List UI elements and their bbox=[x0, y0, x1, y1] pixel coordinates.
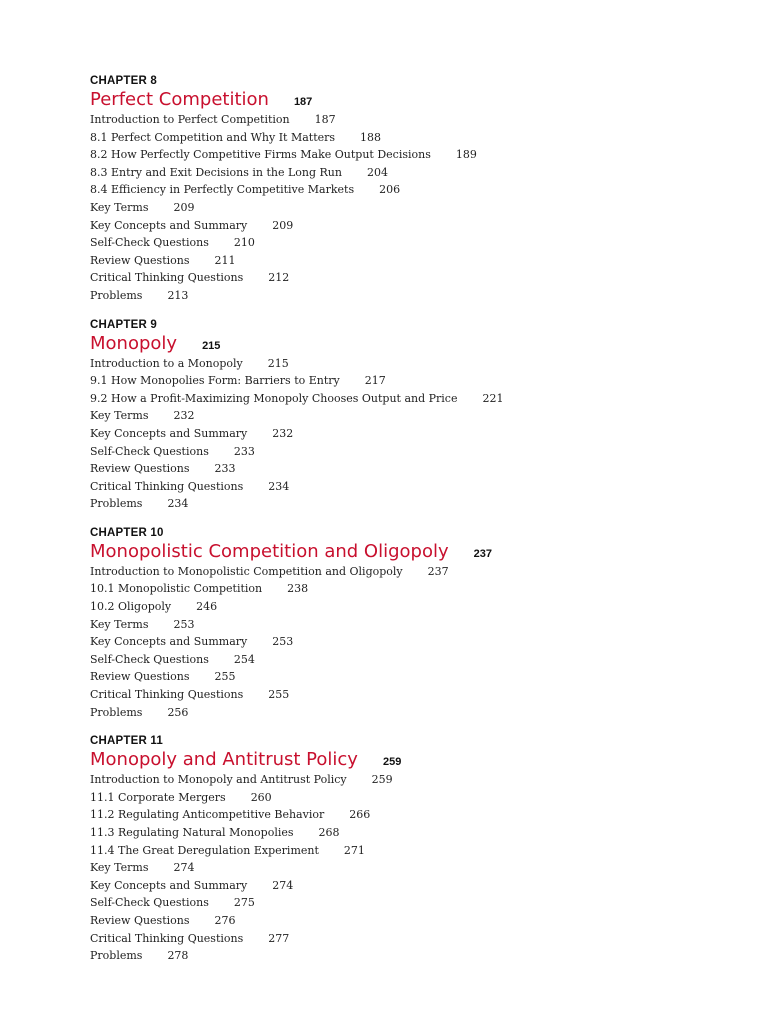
toc-entry-text: Introduction to Monopoly and Antitrust Policy bbox=[90, 773, 347, 787]
toc-entry[interactable] bbox=[90, 355, 730, 373]
toc-entry-page: 254 bbox=[233, 652, 255, 666]
toc-entry[interactable] bbox=[90, 580, 730, 598]
toc-entry-page: 255 bbox=[214, 670, 236, 684]
toc-entry-text: Introduction to a Monopoly bbox=[90, 356, 243, 370]
chapter-heading[interactable] bbox=[90, 749, 730, 771]
toc-entry[interactable] bbox=[90, 686, 730, 704]
toc-entry[interactable] bbox=[90, 407, 730, 425]
toc-entry-page: 206 bbox=[379, 183, 401, 197]
toc-entry-page: 278 bbox=[167, 949, 189, 963]
toc-entry[interactable] bbox=[90, 912, 730, 930]
toc-entry-text: Review Questions bbox=[90, 913, 190, 927]
toc-entry-text: 8.3 Entry and Exit Decisions in the Long Run bbox=[90, 165, 342, 179]
toc-entry[interactable] bbox=[90, 252, 730, 270]
toc-entry[interactable] bbox=[90, 894, 730, 912]
toc-entry-page: 276 bbox=[214, 913, 236, 927]
chapter-11-section bbox=[90, 734, 730, 965]
toc-entry[interactable] bbox=[90, 146, 730, 164]
toc-entry-page: 274 bbox=[173, 861, 195, 875]
table-of-contents bbox=[90, 74, 730, 978]
toc-entry-page: 232 bbox=[173, 409, 195, 423]
toc-entry[interactable] bbox=[90, 425, 730, 443]
toc-entry-page: 255 bbox=[268, 688, 290, 702]
toc-entry-page: 211 bbox=[214, 253, 236, 267]
toc-entry-page: 259 bbox=[371, 773, 393, 787]
chapter-10-section bbox=[90, 526, 730, 721]
toc-entry[interactable] bbox=[90, 164, 730, 182]
toc-entry-text: Key Terms bbox=[90, 200, 149, 214]
toc-entry[interactable] bbox=[90, 947, 730, 965]
toc-entry-page: 210 bbox=[233, 236, 255, 250]
chapter-page-number: 215 bbox=[202, 339, 221, 352]
toc-entry-text: 10.1 Monopolistic Competition bbox=[90, 582, 263, 596]
toc-entry[interactable] bbox=[90, 651, 730, 669]
toc-entry-text: 8.1 Perfect Competition and Why It Matters bbox=[90, 130, 336, 144]
toc-entry-text: Key Terms bbox=[90, 861, 149, 875]
toc-entry-page: 237 bbox=[427, 564, 449, 578]
toc-entry[interactable] bbox=[90, 704, 730, 722]
toc-entry[interactable] bbox=[90, 269, 730, 287]
toc-entry[interactable] bbox=[90, 495, 730, 513]
toc-entry[interactable] bbox=[90, 372, 730, 390]
toc-entry-text: Self-Check Questions bbox=[90, 652, 209, 666]
toc-entry-text: 11.4 The Great Deregulation Experiment bbox=[90, 843, 319, 857]
chapter-heading[interactable] bbox=[90, 333, 730, 355]
toc-entry[interactable] bbox=[90, 390, 730, 408]
toc-entry-text: Critical Thinking Questions bbox=[90, 479, 244, 493]
toc-entry-page: 256 bbox=[167, 705, 189, 719]
toc-entry-page: 232 bbox=[272, 426, 294, 440]
toc-entry-page: 209 bbox=[272, 218, 294, 232]
chapter-label: CHAPTER 10 bbox=[90, 526, 164, 539]
toc-entry-text: Problems bbox=[90, 288, 143, 302]
toc-entry-text: Self-Check Questions bbox=[90, 896, 209, 910]
chapter-page-number: 259 bbox=[382, 756, 402, 769]
toc-entry-page: 233 bbox=[233, 444, 255, 458]
toc-entry-text: Key Concepts and Summary bbox=[90, 426, 248, 440]
toc-entry-page: 271 bbox=[343, 843, 365, 857]
toc-entry[interactable] bbox=[90, 217, 730, 235]
toc-entry-page: 268 bbox=[318, 826, 340, 839]
toc-entry-page: 275 bbox=[233, 896, 255, 910]
toc-entry[interactable] bbox=[90, 771, 730, 789]
toc-entry-text: Problems bbox=[90, 705, 143, 719]
toc-entry-text: Self-Check Questions bbox=[90, 236, 209, 250]
toc-entry-page: 266 bbox=[349, 808, 371, 822]
toc-entry-page: 215 bbox=[267, 356, 289, 370]
toc-entry-page: 238 bbox=[287, 582, 309, 596]
toc-entry[interactable] bbox=[90, 806, 730, 824]
chapter-9-section bbox=[90, 318, 730, 513]
toc-entry-page: 253 bbox=[173, 617, 195, 631]
toc-entry-text: Review Questions bbox=[90, 670, 190, 684]
toc-entry-text: 8.4 Efficiency in Perfectly Competitive Markets bbox=[90, 183, 355, 197]
toc-entry[interactable] bbox=[90, 668, 730, 686]
toc-entry[interactable] bbox=[90, 877, 730, 895]
toc-entry-text: 11.2 Regulating Anticompetitive Behavior bbox=[90, 808, 325, 822]
toc-entry-page: 204 bbox=[366, 165, 388, 179]
toc-entry-page: 260 bbox=[250, 790, 272, 804]
toc-entry-page: 253 bbox=[272, 635, 294, 649]
toc-entry-text: Key Concepts and Summary bbox=[90, 218, 248, 232]
toc-entry[interactable] bbox=[90, 633, 730, 651]
toc-entry[interactable] bbox=[90, 789, 730, 807]
toc-entry-page: 234 bbox=[268, 479, 290, 493]
toc-entry-text: 11.1 Corporate Mergers bbox=[90, 790, 226, 804]
chapter-label: CHAPTER 9 bbox=[90, 318, 157, 331]
chapter-8-section bbox=[90, 74, 730, 305]
toc-entry-page: 233 bbox=[214, 462, 236, 476]
chapter-page-number: 187 bbox=[293, 96, 313, 108]
toc-entry-page: 246 bbox=[196, 600, 218, 614]
toc-entry-text: 8.2 How Perfectly Competitive Firms Make Output Decisions bbox=[90, 148, 431, 162]
toc-entry[interactable] bbox=[90, 287, 730, 305]
toc-entry-text: Problems bbox=[90, 949, 143, 963]
toc-entry-text: Review Questions bbox=[90, 462, 190, 476]
chapter-heading[interactable] bbox=[90, 541, 730, 563]
toc-entry-page: 213 bbox=[167, 288, 189, 302]
toc-entry-page: 212 bbox=[268, 271, 290, 285]
toc-entry[interactable] bbox=[90, 443, 730, 461]
toc-entry[interactable] bbox=[90, 234, 730, 252]
chapter-title[interactable]: Monopoly bbox=[90, 332, 178, 354]
toc-entry-page: 187 bbox=[314, 113, 336, 126]
toc-entry-text: Review Questions bbox=[90, 253, 190, 267]
toc-entry[interactable] bbox=[90, 460, 730, 478]
toc-entry-page: 217 bbox=[364, 374, 386, 388]
toc-entry-text: 9.1 How Monopolies Form: Barriers to Entry bbox=[90, 374, 340, 388]
toc-entry-text: Introduction to Monopolistic Competition and Oligopoly bbox=[90, 564, 403, 578]
toc-entry-text: Key Terms bbox=[90, 409, 149, 423]
toc-entry[interactable] bbox=[90, 478, 730, 496]
toc-entry[interactable] bbox=[90, 930, 730, 948]
toc-entry-text: Key Concepts and Summary bbox=[90, 878, 248, 892]
toc-entry[interactable] bbox=[90, 111, 730, 129]
chapter-label: CHAPTER 11 bbox=[90, 735, 163, 748]
toc-entry-page: 274 bbox=[272, 878, 294, 892]
chapter-page-number: 237 bbox=[473, 547, 492, 560]
toc-entry-page: 209 bbox=[173, 200, 195, 214]
toc-entry-text: Key Terms bbox=[90, 617, 149, 631]
toc-entry-text: 11.3 Regulating Natural Monopolies bbox=[90, 826, 294, 839]
toc-entry[interactable] bbox=[90, 129, 730, 147]
toc-entry[interactable] bbox=[90, 859, 730, 877]
toc-entry[interactable] bbox=[90, 563, 730, 581]
toc-entry-text: Critical Thinking Questions bbox=[90, 688, 244, 702]
toc-entry-page: 234 bbox=[167, 497, 189, 511]
chapter-title[interactable]: Monopoly and Antitrust Policy bbox=[90, 749, 358, 771]
toc-entry[interactable] bbox=[90, 616, 730, 634]
toc-entry-text: 10.2 Oligopoly bbox=[90, 600, 172, 614]
toc-entry-text: Critical Thinking Questions bbox=[90, 931, 244, 945]
toc-entry[interactable] bbox=[90, 199, 730, 217]
chapter-label: CHAPTER 8 bbox=[90, 75, 157, 87]
toc-entry-page: 189 bbox=[455, 148, 477, 162]
toc-entry-text: Introduction to Perfect Competition bbox=[90, 113, 290, 126]
toc-entry-page: 277 bbox=[268, 931, 290, 945]
toc-entry[interactable] bbox=[90, 181, 730, 199]
toc-entry-text: Critical Thinking Questions bbox=[90, 271, 244, 285]
toc-entry-text: Problems bbox=[90, 497, 143, 511]
toc-entry[interactable] bbox=[90, 598, 730, 616]
chapter-title[interactable]: Perfect Competition bbox=[90, 89, 269, 110]
chapter-title[interactable]: Monopolistic Competition and Oligopoly bbox=[90, 540, 449, 562]
toc-entry[interactable] bbox=[90, 842, 730, 860]
toc-entry-text: Key Concepts and Summary bbox=[90, 635, 248, 649]
chapter-heading[interactable] bbox=[90, 89, 730, 111]
toc-entry-text: 9.2 How a Profit-Maximizing Monopoly Chooses Output and Price bbox=[90, 391, 458, 405]
toc-entry-page: 221 bbox=[482, 391, 504, 405]
toc-entry-page: 188 bbox=[360, 130, 382, 144]
toc-entry-text: Self-Check Questions bbox=[90, 444, 209, 458]
toc-entry[interactable] bbox=[90, 824, 730, 842]
